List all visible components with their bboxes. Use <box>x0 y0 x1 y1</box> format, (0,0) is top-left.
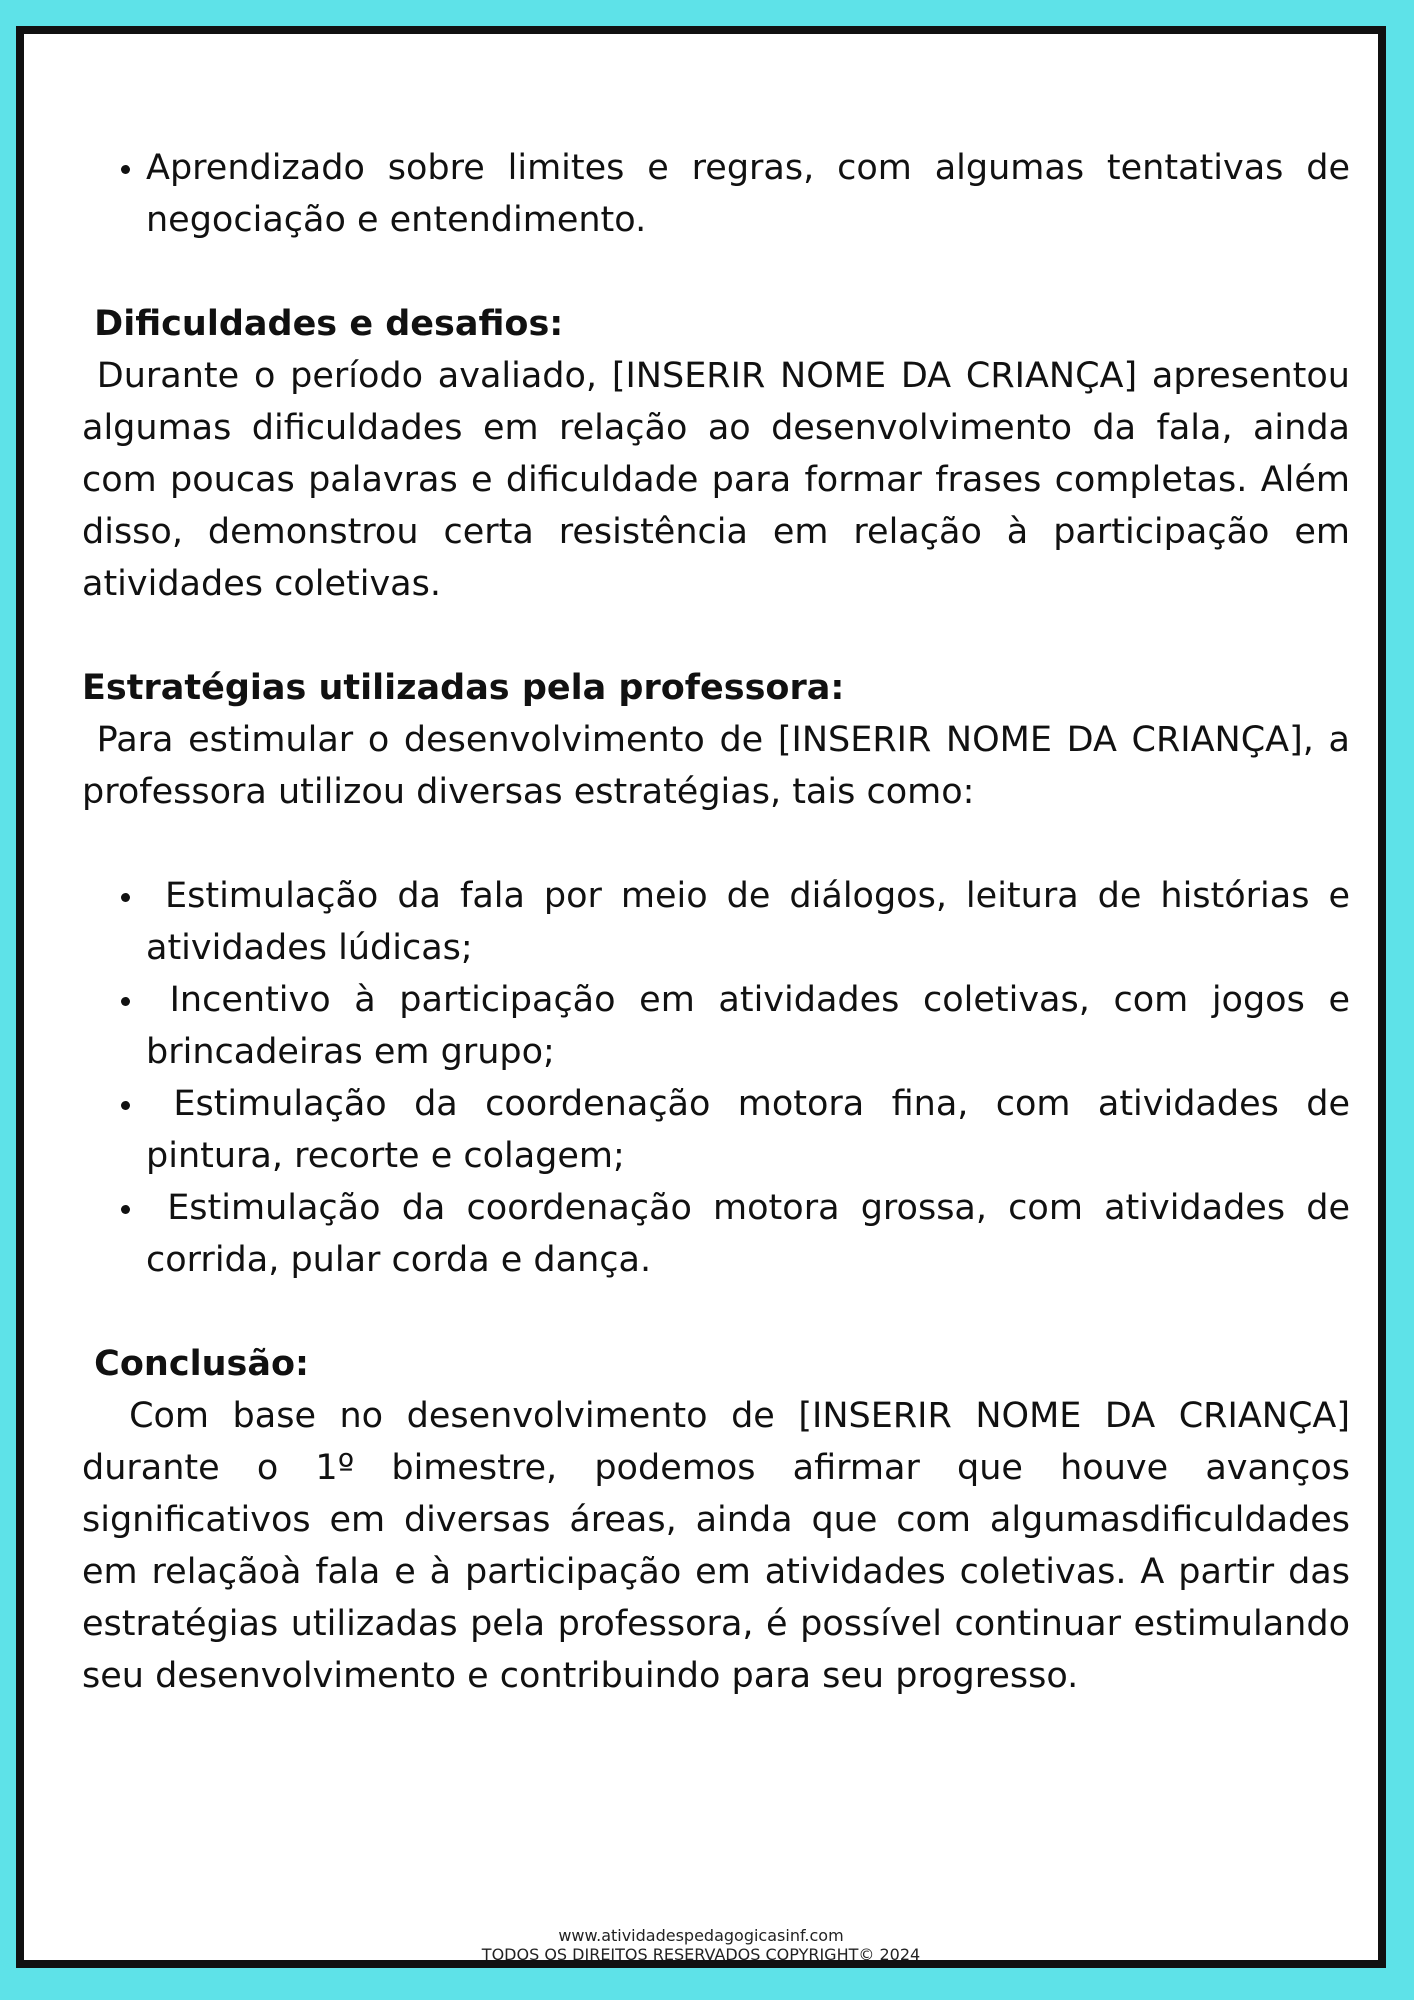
page-footer <box>24 1926 1378 1964</box>
strategy-item: • Incentivo à participação em atividades coletivas, com jogos e brincadeiras em grupo; <box>146 974 1350 1078</box>
footer-website: www.atividadespedagogicasinf.com <box>558 1926 844 1945</box>
difficulties-heading: Dificuldades e desafios: <box>82 304 564 344</box>
bullet-item: • Aprendizado sobre limites e regras, com algumas tentativas de negociação e entendimento. <box>146 142 1350 246</box>
document-content <box>82 142 1362 1702</box>
strategies-paragraph: Para estimular o desenvolvimento de [INSERIR NOME DA CRIANÇA], a professora utilizou diversas estratégias, tais como: <box>82 720 1362 812</box>
strategies-list <box>82 870 1362 1286</box>
strategy-item: • Estimulação da coordenação motora fina, com atividades de pintura, recorte e colagem; <box>146 1078 1350 1182</box>
top-bullet-list <box>82 142 1350 246</box>
strategies-heading: Estratégias utilizadas pela professora: <box>82 668 845 708</box>
difficulties-paragraph: Durante o período avaliado, [INSERIR NOME DA CRIANÇA] apresentou algumas dificuldades em relação ao desenvolvimento da fala, ainda com poucas palavras e dificuldade para formar frases completas. Além disso, demonstrou certa resistência em relação à participação em atividades coletivas. <box>82 356 1362 604</box>
footer-copyright: TODOS OS DIREITOS RESERVADOS COPYRIGHT© 2024 <box>481 1945 921 1964</box>
strategy-item: • Estimulação da coordenação motora grossa, com atividades de corrida, pular corda e dança. <box>146 1182 1350 1286</box>
document-page <box>16 26 1386 1968</box>
strategy-item: • Estimulação da fala por meio de diálogos, leitura de histórias e atividades lúdicas; <box>146 870 1350 974</box>
conclusion-heading: Conclusão: <box>82 1344 309 1384</box>
conclusion-paragraph: Com base no desenvolvimento de [INSERIR NOME DA CRIANÇA] durante o 1º bimestre, podemos afirmar que houve avanços significativos em diversas áreas, ainda que com algumasdificuldades em relaçãoà fala e à participação em atividades coletivas. A partir das estratégias utilizadas pela professora, é possível continuar estimulando seu desenvolvimento e contribuindo para seu progresso. <box>82 1396 1362 1696</box>
